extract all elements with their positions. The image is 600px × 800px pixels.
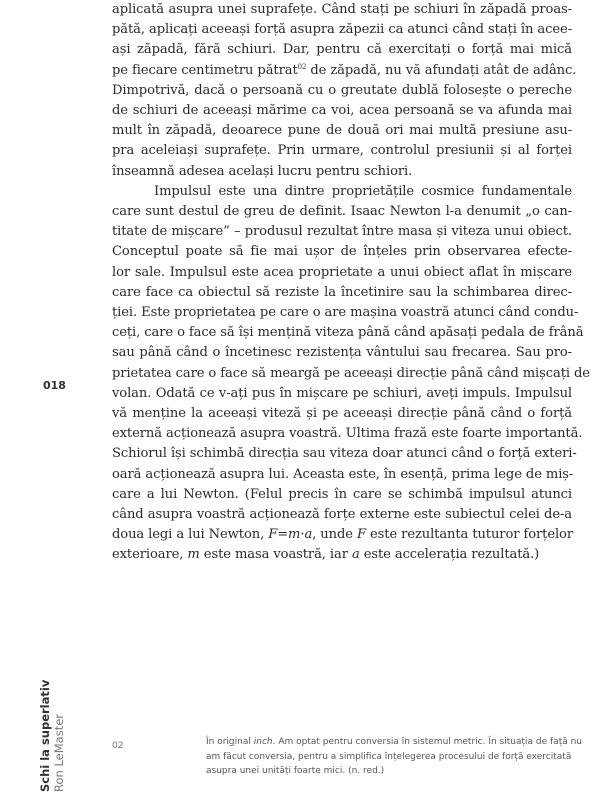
text-line: de schiuri de aceeași mărime ca voi, acea persoană se va afunda mai <box>112 103 572 119</box>
text-line: care a lui Newton. (Felul precis în care se schimbă impulsul atunci <box>112 486 572 502</box>
book-title: Schi la superlativ <box>38 679 52 792</box>
text-line: care face ca obiectul să reziste la încetinire sau la schimbarea direc- <box>112 284 572 300</box>
footnote-ref[interactable]: 02 <box>297 62 307 71</box>
text-line: externă acționează asupra voastră. Ultima frază este foarte importantă. <box>112 426 583 442</box>
text-line: care sunt destul de greu de definit. Isaac Newton l-a denumit „o can- <box>112 204 572 220</box>
text-line: pra aceleiași suprafețe. Prin urmare, controlul presiunii și al forței <box>112 143 572 159</box>
footnote-number: 02 <box>112 741 124 751</box>
text-line: ceți, care o face să își mențină viteza până când apăsați pedala de frână <box>112 325 584 341</box>
text-line: pătă, aplicați aceeași forță asupra zăpezii ca atunci când stați în acee- <box>112 22 572 38</box>
variable: m <box>187 547 200 563</box>
text-line: Schiorul își schimbă direcția sau viteza doar atunci când o forță exteri- <box>112 446 577 462</box>
variable: a <box>351 547 360 563</box>
text-line: ași zăpadă, fără schiuri. Dar, pentru că exercitați o forță mai mică <box>112 42 572 58</box>
text-line: ției. Este proprietatea pe care o are mașina voastră atunci când condu- <box>112 305 579 321</box>
text-line: Dimpotrivă, dacă o persoană cu o greutate dublă folosește o pereche <box>112 82 572 98</box>
text-line: pe fiecare centimetru pătrat$^{02}$ de zăpadă, nu vă afundați atât de adânc. <box>112 62 577 78</box>
text-line: sau până când o încetinesc rezistența vântului sau frecarea. Sau pro- <box>112 345 572 361</box>
text-line: volan. Odată ce v-ați pus în mișcare pe schiuri, aveți impuls. Impulsul <box>112 385 572 401</box>
paragraph <box>112 0 577 182</box>
footnote-line: În original inch. Am optat pentru conversia în sistemul metric. În situația de față nu <box>206 737 583 747</box>
paragraph <box>112 182 590 566</box>
text-line: vă menține la aceeași viteză și pe aceeași direcție până când o forță <box>112 406 572 422</box>
footnote-line: asupra unei unități foarte mici. (n. red.) <box>206 766 385 776</box>
text-line: Impulsul este una dintre proprietățile cosmice fundamentale <box>154 183 572 199</box>
text-line: mult în zăpadă, deoarece pune de două ori mai multă presiune asu- <box>112 123 572 139</box>
text-line: titate de mișcare” – produsul rezultat între masa și viteza unui obiect. <box>112 224 572 240</box>
text-line: înseamnă adesea același lucru pentru schiori. <box>112 163 413 179</box>
running-header <box>38 680 66 792</box>
footnote <box>206 735 583 779</box>
text-line: lor sale. Impulsul este acea proprietate a unui obiect aflat în mișcare <box>112 264 572 280</box>
author-name: Ron LeMaster <box>52 713 66 792</box>
page-number: 018 <box>43 379 66 392</box>
text-line: aplicată asupra unei suprafețe. Când stați pe schiuri în zăpadă proas- <box>112 2 572 17</box>
text-line: când asupra voastră acționează forțe externe este subiectul celei de-a <box>112 507 572 523</box>
text-line: doua legi a lui Newton, F=m·a, unde F este rezultanta tuturor forțelor <box>112 527 573 543</box>
text-line: prietatea care o face să meargă pe aceeași direcție până când mișcați de <box>112 365 590 381</box>
text-line: Conceptul poate să fie mai ușor de înțeles prin observarea efecte- <box>112 244 572 260</box>
text-line: exterioare, m este masa voastră, iar a este accelerația rezultată.) <box>112 547 540 563</box>
formula: F=m·a <box>268 527 313 543</box>
variable: F <box>356 527 366 543</box>
main-text <box>112 0 590 566</box>
text-line: oară acționează asupra lui. Aceasta este, în esență, prima lege de miș- <box>112 466 574 482</box>
footnote-line: am făcut conversia, pentru a simplifica înțelegerea procesului de forță exercitată <box>206 751 572 762</box>
